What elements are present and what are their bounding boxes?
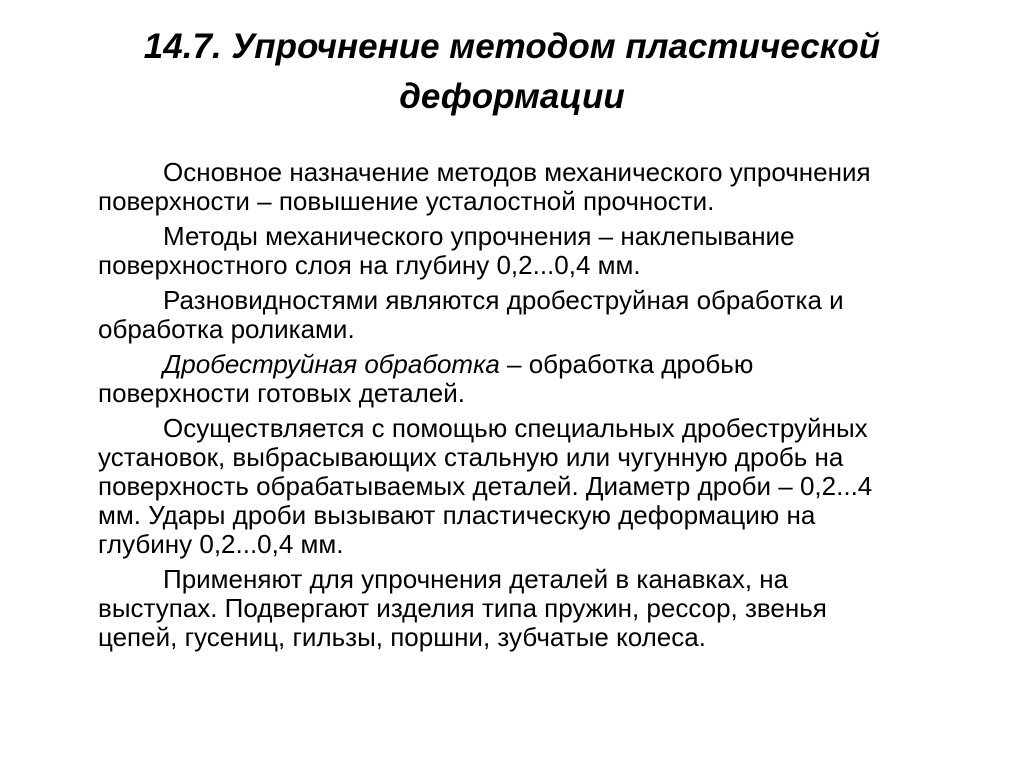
slide-title-line-1: 14.7. Упрочнение методом пластической [143, 27, 881, 66]
paragraph-line: мм. Удары дроби вызывают пластическую деформацию на [98, 500, 816, 530]
slide-title [60, 22, 964, 122]
term-definition: – обработка дробью [499, 349, 754, 379]
paragraph-line: обработка роликами. [98, 314, 355, 344]
paragraph-shot-blasting-definition [98, 350, 968, 408]
paragraph-varieties [98, 286, 968, 344]
paragraph-line [98, 350, 968, 379]
paragraph-line: поверхности готовых деталей. [98, 378, 465, 408]
paragraph-purpose [98, 158, 968, 216]
paragraph-line: цепей, гусениц, гильзы, поршни, зубчатые колеса. [98, 622, 706, 652]
italic-term: Дробеструйная обработка [163, 349, 500, 379]
slide-title-line-2: деформации [399, 77, 625, 116]
paragraph-line: поверхность обрабатываемых деталей. Диаметр дроби – 0,2...4 [98, 471, 873, 501]
paragraph-equipment [98, 414, 968, 559]
paragraph-line: Применяют для упрочнения деталей в канавках, на [163, 564, 789, 594]
paragraph-line: установок, выбрасывающих стальную или чугунную дробь на [98, 442, 844, 472]
paragraph-line: выступах. Подвергают изделия типа пружин, рессор, звенья [98, 593, 827, 623]
paragraph-line: поверхности – повышение усталостной прочности. [98, 186, 715, 216]
paragraph-methods [98, 222, 968, 280]
paragraph-line: Методы механического упрочнения – наклепывание [163, 221, 795, 251]
paragraph-line: глубину 0,2...0,4 мм. [98, 529, 344, 559]
paragraph-line: поверхностного слоя на глубину 0,2...0,4 мм. [98, 250, 641, 280]
paragraph-application [98, 565, 968, 652]
paragraph-line: Основное назначение методов механического упрочнения [163, 157, 871, 187]
paragraph-line: Разновидностями являются дробеструйная обработка и [163, 285, 844, 315]
slide-body [98, 158, 968, 658]
paragraph-line: Осуществляется с помощью специальных дробеструйных [163, 413, 868, 443]
